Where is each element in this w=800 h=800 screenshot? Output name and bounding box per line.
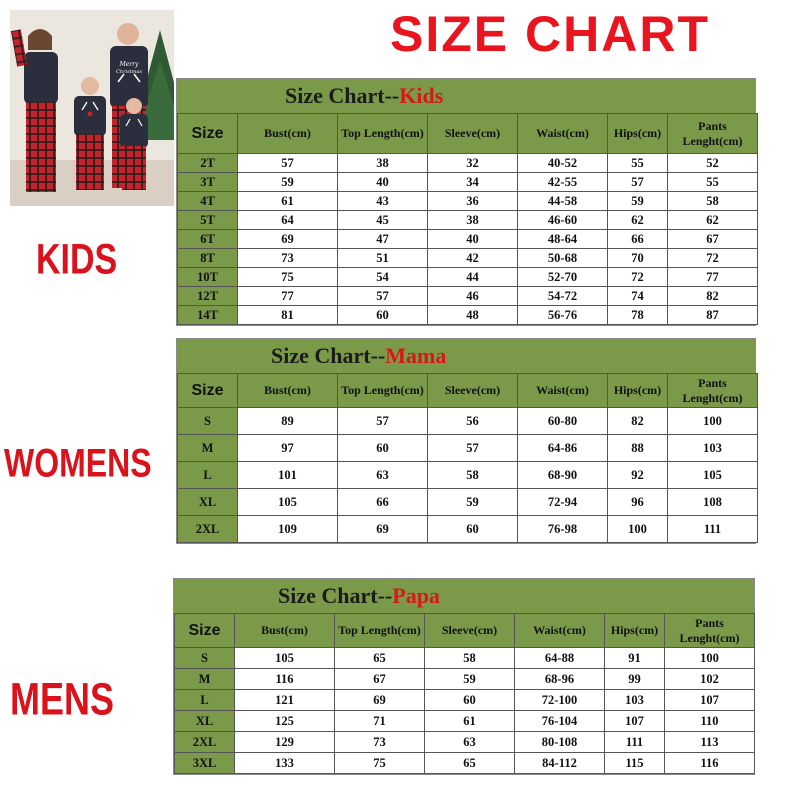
- table-cell: 46: [428, 287, 518, 306]
- size-label-cell: 14T: [178, 306, 238, 325]
- column-header: Size: [178, 114, 238, 154]
- table-cell: 51: [338, 249, 428, 268]
- table-row: [178, 230, 758, 249]
- column-header: Sleeve(cm): [428, 114, 518, 154]
- table-cell: 50-68: [518, 249, 608, 268]
- table-cell: 57: [338, 287, 428, 306]
- table-cell: 47: [338, 230, 428, 249]
- table-row: [178, 249, 758, 268]
- table-cell: 59: [428, 489, 518, 516]
- table-cell: 38: [338, 154, 428, 173]
- table-cell: 105: [668, 462, 758, 489]
- table-cell: 87: [668, 306, 758, 325]
- table-cell: 43: [338, 192, 428, 211]
- table-cell: 91: [605, 648, 665, 669]
- table-cell: 116: [665, 753, 755, 774]
- womens-section-label: WOMENS: [4, 440, 152, 485]
- table-cell: 58: [425, 648, 515, 669]
- size-label-cell: L: [175, 690, 235, 711]
- kids-size-table: [176, 78, 756, 326]
- table-cell: 116: [235, 669, 335, 690]
- table-row: [175, 669, 755, 690]
- size-label-cell: XL: [175, 711, 235, 732]
- table-cell: 115: [605, 753, 665, 774]
- column-header: Hips(cm): [608, 114, 668, 154]
- table-row: [175, 648, 755, 669]
- column-header: Size: [178, 374, 238, 408]
- size-label-cell: 3XL: [175, 753, 235, 774]
- table-cell: 72: [608, 268, 668, 287]
- table-header-row: [178, 374, 758, 408]
- mama-size-table: [176, 338, 756, 544]
- table-row: [175, 753, 755, 774]
- table-cell: 57: [608, 173, 668, 192]
- mens-section-label: MENS: [10, 673, 115, 725]
- table-cell: 100: [668, 408, 758, 435]
- table-cell: 63: [425, 732, 515, 753]
- table-cell: 58: [668, 192, 758, 211]
- table-cell: 69: [338, 516, 428, 543]
- size-label-cell: S: [175, 648, 235, 669]
- column-header: Top Length(cm): [335, 614, 425, 648]
- table-title: [177, 79, 755, 113]
- table-header-row: [175, 614, 755, 648]
- table-cell: 48: [428, 306, 518, 325]
- table-cell: 101: [238, 462, 338, 489]
- table-cell: 76-104: [515, 711, 605, 732]
- size-label-cell: 12T: [178, 287, 238, 306]
- column-header: Top Length(cm): [338, 114, 428, 154]
- table-cell: 100: [665, 648, 755, 669]
- table-row: [175, 690, 755, 711]
- column-header: Pants Lenght(cm): [668, 374, 758, 408]
- table-title-highlight: Papa: [392, 583, 440, 608]
- table-cell: 58: [428, 462, 518, 489]
- column-header: Waist(cm): [518, 114, 608, 154]
- table-cell: 69: [335, 690, 425, 711]
- table-cell: 100: [608, 516, 668, 543]
- table-row: [178, 287, 758, 306]
- table-cell: 64-88: [515, 648, 605, 669]
- page-title: SIZE CHART: [390, 6, 710, 62]
- table-cell: 64: [238, 211, 338, 230]
- column-header: Sleeve(cm): [428, 374, 518, 408]
- size-label-cell: L: [178, 462, 238, 489]
- table-cell: 110: [665, 711, 755, 732]
- table-row: [178, 408, 758, 435]
- table-cell: 71: [335, 711, 425, 732]
- table-cell: 72-94: [518, 489, 608, 516]
- size-label-cell: 2T: [178, 154, 238, 173]
- table-cell: 62: [608, 211, 668, 230]
- table-title-highlight: Mama: [385, 343, 447, 368]
- table-cell: 77: [668, 268, 758, 287]
- size-label-cell: 2XL: [175, 732, 235, 753]
- table-cell: 60-80: [518, 408, 608, 435]
- column-header: Waist(cm): [518, 374, 608, 408]
- table-title-prefix: Size Chart--: [271, 343, 386, 368]
- table-cell: 69: [238, 230, 338, 249]
- column-header: Sleeve(cm): [425, 614, 515, 648]
- table-cell: 64-86: [518, 435, 608, 462]
- table-cell: 55: [608, 154, 668, 173]
- column-header: Top Length(cm): [338, 374, 428, 408]
- table-cell: 84-112: [515, 753, 605, 774]
- table-cell: 72: [668, 249, 758, 268]
- column-header: Waist(cm): [515, 614, 605, 648]
- table-cell: 76-98: [518, 516, 608, 543]
- size-label-cell: XL: [178, 489, 238, 516]
- table-cell: 102: [665, 669, 755, 690]
- table-cell: 96: [608, 489, 668, 516]
- table-cell: 61: [425, 711, 515, 732]
- table-cell: 40-52: [518, 154, 608, 173]
- table-cell: 59: [425, 669, 515, 690]
- table-cell: 42-55: [518, 173, 608, 192]
- table-cell: 67: [335, 669, 425, 690]
- table-cell: 73: [238, 249, 338, 268]
- table-cell: 77: [238, 287, 338, 306]
- table-row: [178, 268, 758, 287]
- table-cell: 105: [238, 489, 338, 516]
- table-cell: 57: [238, 154, 338, 173]
- table-cell: 66: [608, 230, 668, 249]
- table-cell: 48-64: [518, 230, 608, 249]
- table-title-prefix: Size Chart--: [278, 583, 393, 608]
- table-cell: 73: [335, 732, 425, 753]
- size-label-cell: 8T: [178, 249, 238, 268]
- table-cell: 66: [338, 489, 428, 516]
- table-cell: 82: [608, 408, 668, 435]
- shirt-text-christmas: Christmas: [116, 69, 142, 75]
- table-cell: 80-108: [515, 732, 605, 753]
- table-title: [177, 339, 755, 373]
- table-cell: 74: [608, 287, 668, 306]
- size-label-cell: 5T: [178, 211, 238, 230]
- table-cell: 54: [338, 268, 428, 287]
- kids-section-label: KIDS: [36, 236, 118, 284]
- table-cell: 72-100: [515, 690, 605, 711]
- table-row: [178, 462, 758, 489]
- table-cell: 38: [428, 211, 518, 230]
- table-row: [178, 173, 758, 192]
- table-cell: 82: [668, 287, 758, 306]
- table-cell: 57: [338, 408, 428, 435]
- table-cell: 40: [338, 173, 428, 192]
- table-row: [175, 711, 755, 732]
- table-cell: 133: [235, 753, 335, 774]
- column-header: Bust(cm): [235, 614, 335, 648]
- table-cell: 88: [608, 435, 668, 462]
- papa-size-table: [173, 578, 755, 775]
- table-cell: 103: [605, 690, 665, 711]
- table-cell: 81: [238, 306, 338, 325]
- table-cell: 68-90: [518, 462, 608, 489]
- table-cell: 45: [338, 211, 428, 230]
- table-header-row: [178, 114, 758, 154]
- table-title-prefix: Size Chart--: [285, 83, 400, 108]
- table-cell: 103: [668, 435, 758, 462]
- table-row: [178, 489, 758, 516]
- table-cell: 55: [668, 173, 758, 192]
- table-cell: 56-76: [518, 306, 608, 325]
- size-label-cell: M: [178, 435, 238, 462]
- table-cell: 78: [608, 306, 668, 325]
- table-cell: 54-72: [518, 287, 608, 306]
- table-row: [178, 435, 758, 462]
- table-cell: 60: [338, 435, 428, 462]
- table-row: [178, 154, 758, 173]
- table-cell: 46-60: [518, 211, 608, 230]
- table-cell: 75: [238, 268, 338, 287]
- column-header: Bust(cm): [238, 114, 338, 154]
- column-header: Size: [175, 614, 235, 648]
- table-cell: 59: [608, 192, 668, 211]
- family-photo-illustration: [10, 10, 174, 206]
- family-pajama-photo: [10, 10, 174, 206]
- table-cell: 109: [238, 516, 338, 543]
- table-cell: 92: [608, 462, 668, 489]
- table-cell: 89: [238, 408, 338, 435]
- table-cell: 97: [238, 435, 338, 462]
- size-label-cell: S: [178, 408, 238, 435]
- table-cell: 34: [428, 173, 518, 192]
- table-cell: 68-96: [515, 669, 605, 690]
- table-cell: 57: [428, 435, 518, 462]
- table-row: [178, 306, 758, 325]
- table-cell: 56: [428, 408, 518, 435]
- size-label-cell: 6T: [178, 230, 238, 249]
- table-cell: 121: [235, 690, 335, 711]
- table-cell: 125: [235, 711, 335, 732]
- column-header: Pants Lenght(cm): [668, 114, 758, 154]
- size-label-cell: 4T: [178, 192, 238, 211]
- table-title-highlight: Kids: [399, 83, 444, 108]
- table-row: [178, 192, 758, 211]
- table-cell: 44-58: [518, 192, 608, 211]
- column-header: Pants Lenght(cm): [665, 614, 755, 648]
- table-cell: 44: [428, 268, 518, 287]
- table-title: [174, 579, 754, 613]
- table-cell: 70: [608, 249, 668, 268]
- table-cell: 111: [668, 516, 758, 543]
- table-cell: 113: [665, 732, 755, 753]
- table-cell: 60: [338, 306, 428, 325]
- table-cell: 129: [235, 732, 335, 753]
- table-cell: 32: [428, 154, 518, 173]
- column-header: Bust(cm): [238, 374, 338, 408]
- size-label-cell: 10T: [178, 268, 238, 287]
- table-cell: 36: [428, 192, 518, 211]
- table-cell: 52-70: [518, 268, 608, 287]
- table-cell: 60: [428, 516, 518, 543]
- table-cell: 111: [605, 732, 665, 753]
- table-cell: 52: [668, 154, 758, 173]
- table-cell: 61: [238, 192, 338, 211]
- table-cell: 63: [338, 462, 428, 489]
- table-cell: 62: [668, 211, 758, 230]
- column-header: Hips(cm): [608, 374, 668, 408]
- shirt-text-merry: Merry: [119, 61, 139, 68]
- table-cell: 99: [605, 669, 665, 690]
- size-table: [174, 613, 755, 774]
- table-cell: 108: [668, 489, 758, 516]
- table-row: [178, 211, 758, 230]
- table-cell: 65: [425, 753, 515, 774]
- table-cell: 42: [428, 249, 518, 268]
- table-cell: 107: [605, 711, 665, 732]
- table-cell: 75: [335, 753, 425, 774]
- table-cell: 67: [668, 230, 758, 249]
- table-cell: 65: [335, 648, 425, 669]
- table-cell: 107: [665, 690, 755, 711]
- size-table: [177, 113, 758, 325]
- table-row: [175, 732, 755, 753]
- column-header: Hips(cm): [605, 614, 665, 648]
- size-table: [177, 373, 758, 543]
- table-cell: 105: [235, 648, 335, 669]
- table-cell: 40: [428, 230, 518, 249]
- size-label-cell: 2XL: [178, 516, 238, 543]
- table-cell: 59: [238, 173, 338, 192]
- size-label-cell: M: [175, 669, 235, 690]
- table-cell: 60: [425, 690, 515, 711]
- table-row: [178, 516, 758, 543]
- size-label-cell: 3T: [178, 173, 238, 192]
